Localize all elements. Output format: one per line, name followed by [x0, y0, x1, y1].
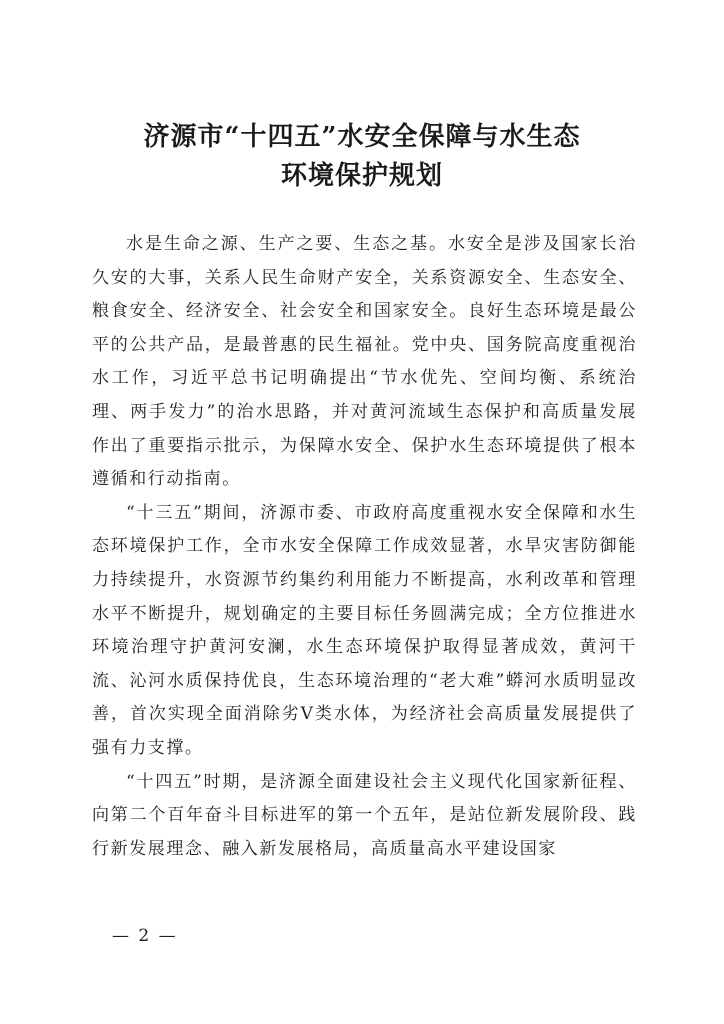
document-body	[92, 228, 637, 866]
document-title-line-2: 环境保护规划	[280, 161, 443, 191]
paragraph-3: “十四五”时期，是济源全面建设社会主义现代化国家新征程、向第二个百年奋斗目标进军的第一个五年，是站位新发展阶段、践行新发展理念、融入新发展格局，高质量高水平建设国家	[92, 771, 637, 859]
page-number: — 2 —	[112, 926, 178, 946]
document-title-line-1: 济源市“十四五”水安全保障与水生态	[143, 122, 581, 152]
paragraph-2: “十三五”期间，济源市委、市政府高度重视水安全保障和水生态环境保护工作，全市水安全保障工作成效显著，水旱灾害防御能力持续提升，水资源节约集约利用能力不断提高，水利改革和管理水平不断提升，规划确定的主要目标任务圆满完成；全方位推进水环境治理守护黄河安澜，水生态环境保护取得显著成效，黄河干流、沁河水质保持优良，生态环境治理的“老大难”蟒河水质明显改善，首次实现全面消除劣Ⅴ类水体，为经济社会高质量发展提供了强有力支撑。	[92, 502, 637, 758]
paragraph-1: 水是生命之源、生产之要、生态之基。水安全是涉及国家长治久安的大事，关系人民生命财产安全，关系资源安全、生态安全、粮食安全、经济安全、社会安全和国家安全。良好生态环境是最公平的公共产品，是最普惠的民生福祉。党中央、国务院高度重视治水工作，习近平总书记明确提出“节水优先、空间均衡、系统治理、两手发力”的治水思路，并对黄河流域生态保护和高质量发展作出了重要指示批示，为保障水安全、保护水生态环境提供了根本遵循和行动指南。	[92, 234, 637, 490]
